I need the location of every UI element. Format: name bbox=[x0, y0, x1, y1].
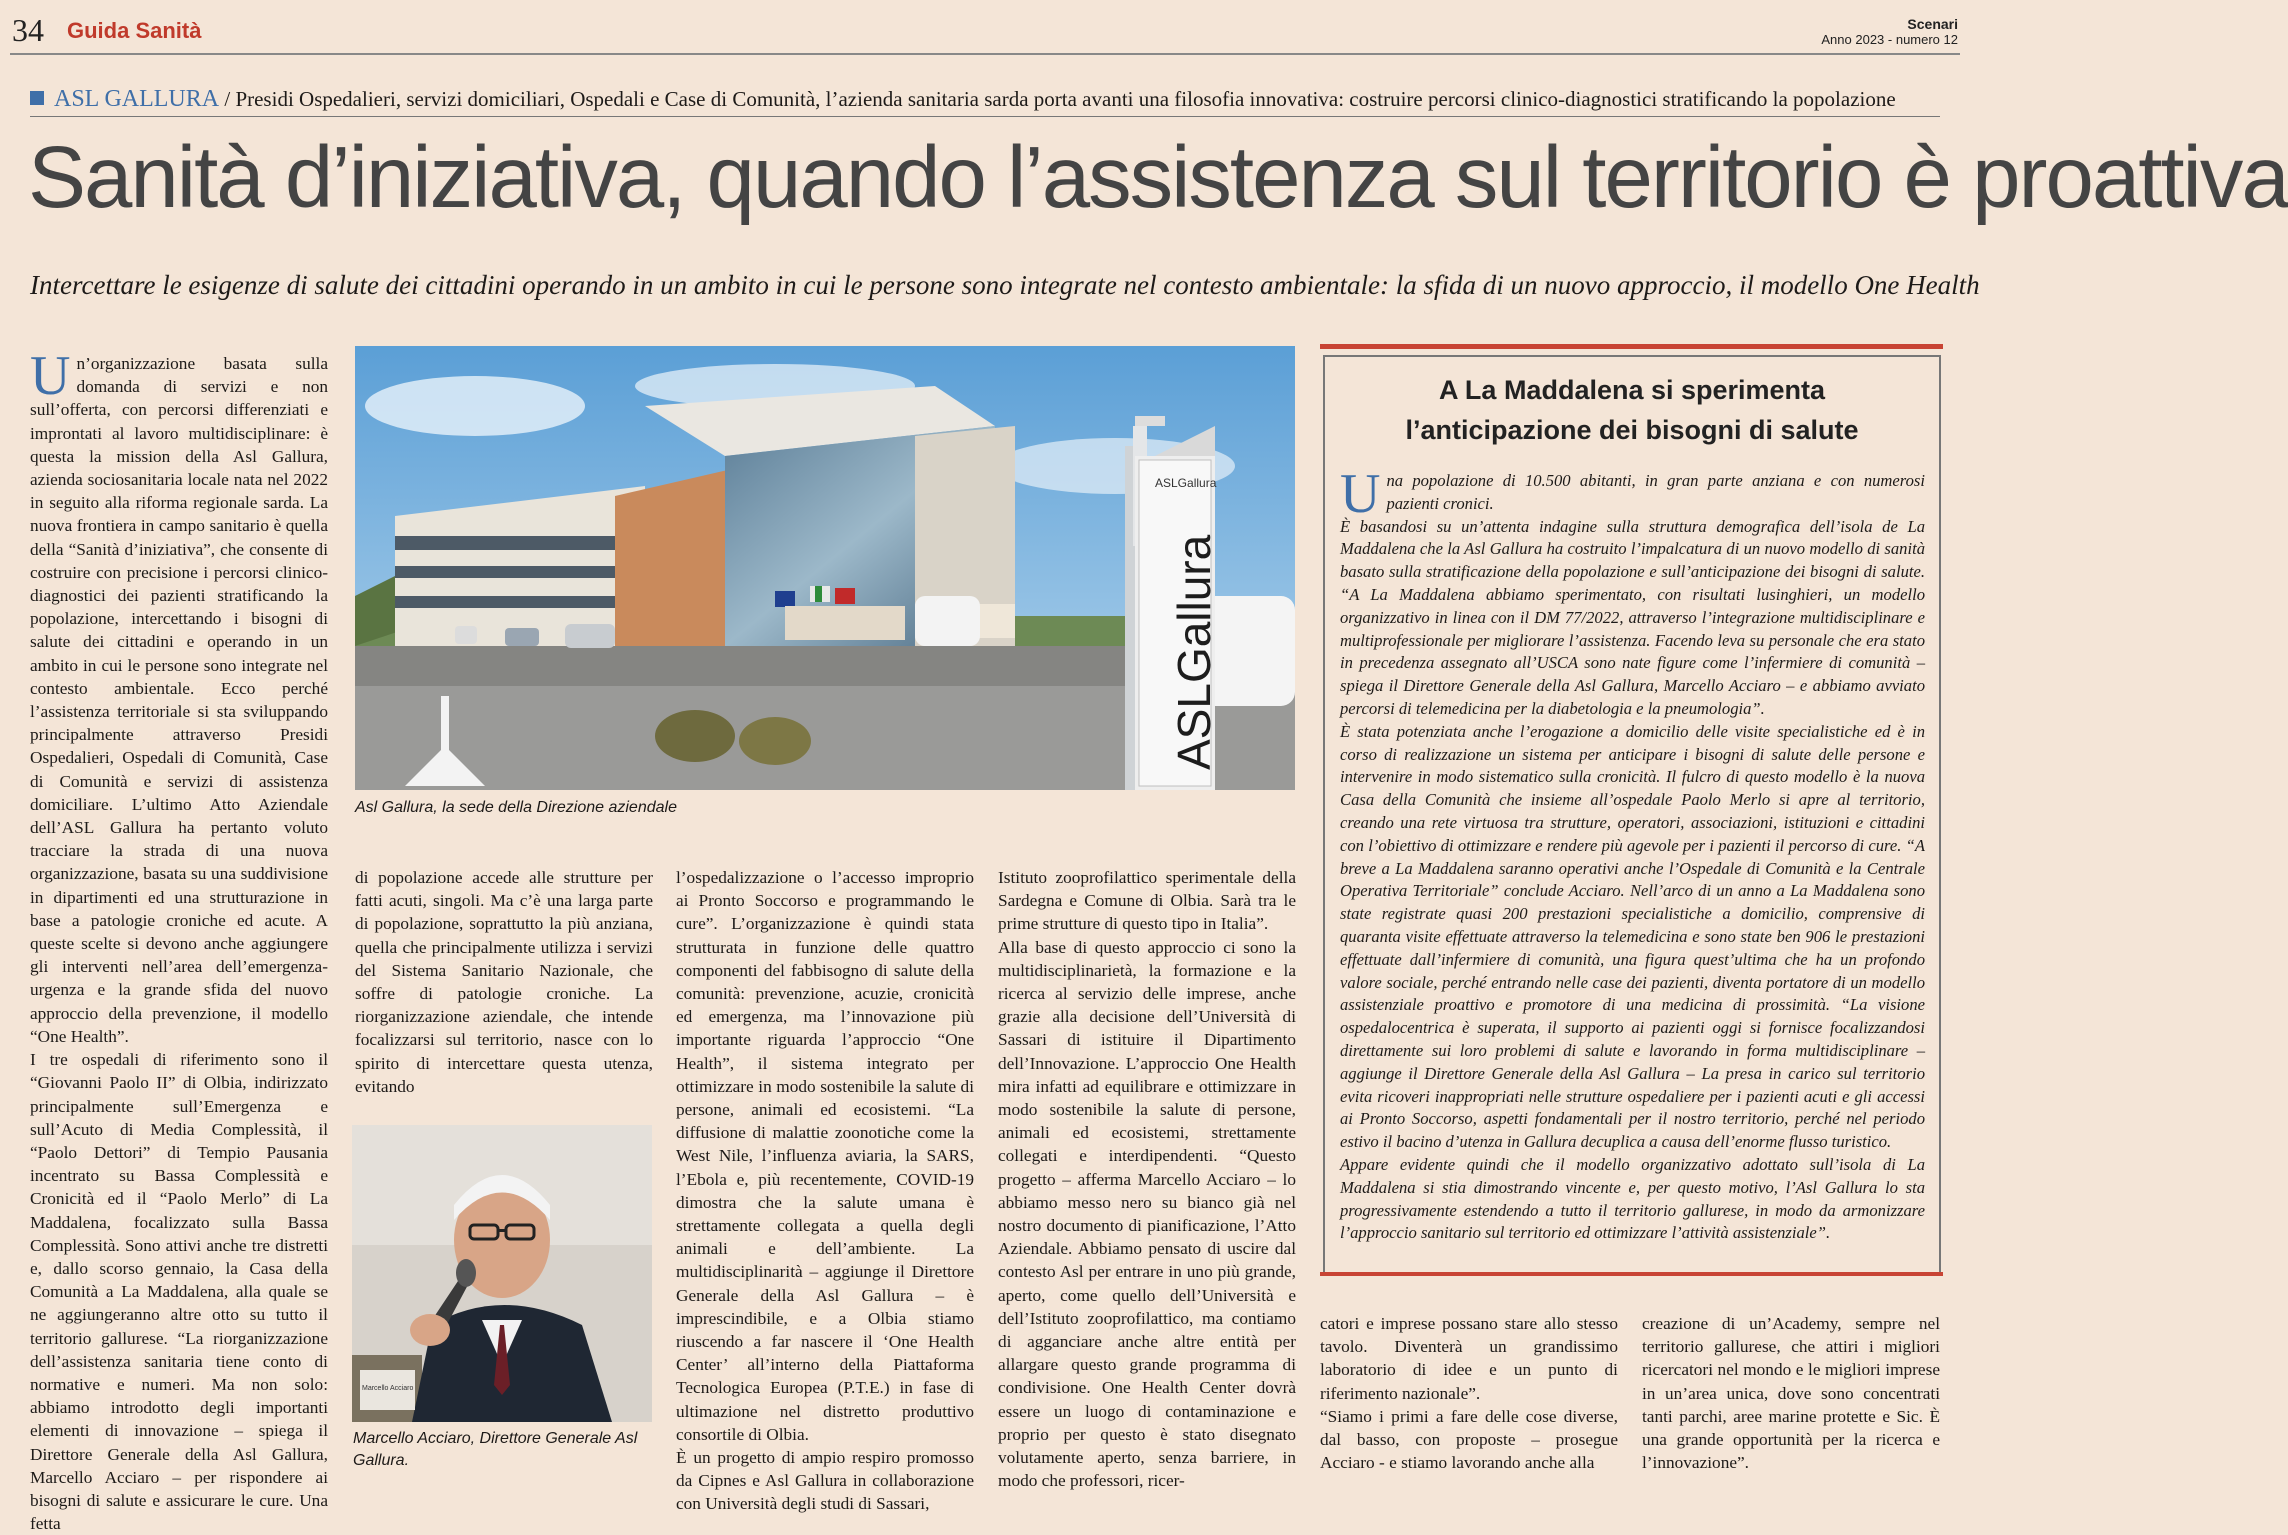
kicker-tag: ASL GALLURA bbox=[54, 86, 220, 112]
article-paragraph: creazione di un’Academy, sempre nel territorio gallurese, che attiri i migliori ricercatori nel mondo e le migliori imprese in un’area unica, dove sono concentrati tanti parchi, aree marine protette e Sic. È una grande opportunità per la ricerca e l’innovazione”. bbox=[1642, 1314, 1940, 1473]
article-column-3 bbox=[676, 866, 974, 1516]
header-rule bbox=[10, 53, 1960, 55]
issue-info: Anno 2023 - numero 12 bbox=[1821, 32, 1958, 47]
sidebar-title bbox=[1323, 370, 1941, 450]
sign-text: ASLGallura bbox=[1168, 534, 1220, 770]
page-number: 34 bbox=[12, 12, 44, 48]
article-column-5 bbox=[1320, 1312, 1618, 1474]
article-paragraph: “Siamo i primi a fare delle cose diverse, dal basso, con proposte – prosegue Acciaro - e stiamo lavorando anche alla bbox=[1320, 1406, 1618, 1473]
sign-small-text: ASLGallura bbox=[1155, 476, 1217, 490]
sidebar-text bbox=[1340, 463, 1925, 1245]
magazine-name: Scenari bbox=[1907, 16, 1958, 32]
sidebar-paragraph: na popolazione di 10.500 abitanti, in gran parte anziana e con numerosi pazienti cronici. bbox=[1386, 471, 1925, 513]
kicker-text: / Presidi Ospedalieri, servizi domiciliari, Ospedali e Case di Comunità, l’azienda sanitaria sarda porta avanti una filosofia innovativa: costruire percorsi clinico-diagnostici stratificando la popolazione bbox=[219, 87, 1896, 111]
article-paragraph: Alla base di questo approccio ci sono la multidisciplinarietà, la formazione e la ricerca al servizio delle imprese, anche grazie alla decisione dell’Università di Sassari di istituire il Dipartimento dell’Innovazione. L’approccio One Health mira infatti ad equilibrare e ottimizzare in modo sostenibile la salute di persone, animali ed ecosistemi, strettamente collegati e interdipendenti. “Questo progetto – afferma Marcello Acciaro – lo abbiamo messo nero su bianco già nel nostro documento di pianificazione, l’Atto Aziendale. Abbiamo pensato di uscire dal contesto Asl per entrare in uno più grande, aperto, come quello dell’Università e dell’Istituto zooprofilattico, ma contiamo di agganciare anche altre entità per allargare questo grande programma di condivisione. One Health Center dovrà essere un luogo di contaminazione e proprio per questo è stato disegnato volutamente aperto, senza barriere, in modo che professori, ricer- bbox=[998, 937, 1296, 1491]
subheadline: Intercettare le esigenze di salute dei cittadini operando in un ambito in cui le persone sono integrate nel contesto ambientale: la sfida di un nuovo approccio, il modello One Health bbox=[30, 270, 1980, 300]
article-column-4 bbox=[998, 866, 1296, 1492]
sidebar-title-line-1: A La Maddalena si sperimenta bbox=[1438, 375, 1826, 405]
nameplate-text: Marcello Acciaro bbox=[362, 1385, 414, 1392]
sidebar-dropcap: U bbox=[1340, 463, 1381, 525]
article-dropcap: U bbox=[30, 345, 71, 407]
sidebar-title-line-2: l’anticipazione dei bisogni di salute bbox=[1405, 415, 1859, 445]
article-paragraph: È un progetto di ampio respiro promosso da Cipnes e Asl Gallura in collaborazione con Università degli studi di Sassari, bbox=[676, 1448, 974, 1514]
building-photo-caption: Asl Gallura, la sede della Direzione aziendale bbox=[355, 799, 677, 816]
article-paragraph: I tre ospedali di riferimento sono il “Giovanni Paolo II” di Olbia, indirizzato principalmente sull’Emergenza e sull’Acuto di Media Complessità, il “Paolo Dettori” di Tempio Pausania incentrato su Bassa Complessità e Cronicità ed il “Paolo Merlo” di La Maddalena, focalizzato sulla Bassa Complessità. Sono attivi anche tre distretti e, dallo scorso gennaio, la Casa della Comunità a La Maddalena, alla quale se ne aggiungeranno altre otto su tutto il territorio gallurese. “La riorganizzazione dell’assistenza sanitaria tiene conto di normative e numeri. Ma non solo: abbiamo introdotto degli importanti elementi di innovazione – spiega il Direttore Generale della Asl Gallura, Marcello Acciaro – per rispondere ai bisogni di salute e assicurare le cure. Una fetta bbox=[30, 1050, 328, 1534]
sidebar-paragraph: È basandosi su un’attenta indagine sulla struttura demografica dell’isola de La Maddalena che la Asl Gallura ha costruito l’impalcatura di un nuovo modello di sanità basato sulla stratificazione della popolazione e sull’anticipazione dei bisogni di salute. “A La Maddalena abbiamo sperimentato, con risultati lusinghieri, un modello organizzativo in linea con il DM 77/2022, attraverso l’integrazione multidisciplinare e multiprofessionale per migliorare l’assistenza. Facendo leva su personale che era stato in precedenza assegnato all’USCA sono nate figure come l’infermiere di comunità – spiega il Direttore Generale della Asl Gallura, Marcello Acciaro – e abbiamo avviato percorsi di telemedicina per la diabetologia e la pneumologia”. bbox=[1340, 516, 1925, 718]
article-column-2 bbox=[355, 866, 653, 1098]
article-paragraph: catori e imprese possano stare allo stesso tavolo. Diventerà un grandissimo laboratorio di idee e un punto di riferimento nazionale”. bbox=[1320, 1314, 1618, 1403]
kicker bbox=[30, 86, 1945, 113]
sidebar-bottom-rule bbox=[1320, 1272, 1943, 1276]
headline: Sanità d’iniziativa, quando l’assistenza sul territorio è proattiva bbox=[28, 129, 2288, 226]
article-paragraph: l’ospedalizzazione o l’accesso improprio ai Pronto Soccorso e programmando le cure”. L’organizzazione è quindi stata strutturata in funzione delle quattro componenti del fabbisogno di salute della comunità: prevenzione, acuzie, cronicità ed emergenza, ma l’innovazione più importante riguarda l’approccio “One Health”, il sistema integrato per ottimizzare in modo sostenibile la salute di persone, animali ed ecosistemi. “La diffusione di malattie zoonotiche come la West Nile, l’influenza aviaria, la SARS, l’Ebola e, più recentemente, COVID-19 dimostra che la salute umana è strettamente collegata a quella degli animali e dell’ambiente. La multidisciplinarità – aggiunge il Direttore Generale della Asl Gallura – è imprescindibile, e a Olbia stiamo riuscendo a far nascere il ‘One Health Center’ all’interno della Piattaforma Tecnologica Europea (P.T.E.) in fase di ultimazione nel distretto produttivo consortile di Olbia. bbox=[676, 868, 974, 1444]
article-paragraph: Istituto zooprofilattico sperimentale della Sardegna e Comune di Olbia. Sarà tra le prime strutture di questo tipo in Italia”. bbox=[998, 868, 1296, 934]
sidebar-top-rule bbox=[1320, 344, 1943, 349]
sidebar-paragraph: È stata potenziata anche l’erogazione a domicilio delle visite specialistiche ed è in corso di realizzazione un sistema per anticipare i bisogni di salute delle persone e intervenire in modo sistematico sulla cronicità. Il fulcro di questo modello è la nuova Casa della Comunità che insieme all’ospedale Paolo Merlo si apre al territorio, creando una rete virtuosa tra strutture, operatori, associazioni, istituzioni e cittadini con l’obiettivo di ottimizzare e rendere più agevole per i pazienti il percorso di cure. “A breve a La Maddalena saranno operativi anche l’Ospedale di Comunità e la Centrale Operativa Territoriale” conclude Acciaro. Nell’arco di un anno a La Maddalena sono state registrate quasi 200 prestazioni specialistiche a domicilio, comprensive di quaranta visite effettuate attraverso la telemedicina e sono state ben 906 le prestazioni effettuate dall’infermiere di comunità, una figura quest’ultima che ha un profondo valore sociale, perché entrando nelle case dei pazienti, diventa portatore di un modello assistenziale proattivo e promotore di una medicina di prossimità. “La visione ospedalocentrica è superata, il supporto ai pazienti oggi si fornisce focalizzandosi direttamente sui loro problemi di salute e lavorando in forma multidisciplinare – aggiunge il Direttore Generale della Asl Gallura – La presa in carico sul territorio evita ricoveri inappropriati nelle strutture ospedaliere per i pazienti acuti e gli accessi ai Pronto Soccorso, aspetti fondamentali per il nostro territorio, perché nel periodo estivo il bacino d’utenza in Gallura decuplica a causa dell’enorme flusso turistico. bbox=[1340, 721, 1925, 1152]
kicker-square-icon bbox=[30, 91, 44, 105]
sidebar-paragraph: Appare evidente quindi che il modello organizzativo adottato sull’isola di La Maddalena si stia dimostrando vincente e, per questo motivo, l’Asl Gallura lo sta progressivamente estendendo a tutto il territorio gallurese, in modo da armonizzare l’approccio sanitario sul territorio ed ottimizzare l’attività assistenziale”. bbox=[1340, 1154, 1925, 1243]
building-photo bbox=[355, 346, 1295, 790]
portrait-photo bbox=[352, 1125, 652, 1422]
kicker-rule bbox=[30, 116, 1940, 117]
article-column-6 bbox=[1642, 1312, 1940, 1474]
article-column-1 bbox=[30, 345, 328, 1535]
article-paragraph: n’organizzazione basata sulla domanda di servizi e non sull’offerta, con percorsi differenziati e improntati al lavoro multidisciplinare: è questa la mission della Asl Gallura, azienda sociosanitaria locale nata nel 2022 in seguito alla riforma regionale sarda. La nuova frontiera in campo sanitario è quella della “Sanità d’iniziativa”, che consente di costruire con precisione i percorsi clinico-diagnostici dei pazienti stratificando la popolazione, intercettando i bisogni di salute dei cittadini e operando in un ambito in cui le persone sono integrate nel contesto ambientale. Ecco perché l’assistenza territoriale si sta sviluppando principalmente attraverso Presidi Ospedalieri, Ospedali di Comunità, Case di Comunità e servizi di assistenza domiciliare. L’ultimo Atto Aziendale dell’ASL Gallura ha pertanto voluto tracciare la strada di una nuova organizzazione, basata su una suddivisione in dipartimenti ed una strutturazione in base a patologie croniche ed acute. A queste scelte si devono anche aggiungere gli interventi nell’area dell’emergenza-urgenza e la grande sfida del nuovo approccio della prevenzione, il modello “One Health”. bbox=[30, 354, 328, 1046]
portrait-photo-caption: Marcello Acciaro, Direttore Generale Asl Gallura. bbox=[353, 1430, 638, 1469]
section-name: Guida Sanità bbox=[67, 18, 202, 43]
article-paragraph: di popolazione accede alle strutture per fatti acuti, singoli. Ma c’è una larga parte di popolazione, soprattutto la più anziana, quella che principalmente utilizza i servizi del Sistema Sanitario Nazionale, che soffre di patologie croniche. La riorganizzazione aziendale, che intende focalizzarsi sul territorio, nasce con lo spirito di intercettare questa utenza, evitando bbox=[355, 868, 653, 1096]
